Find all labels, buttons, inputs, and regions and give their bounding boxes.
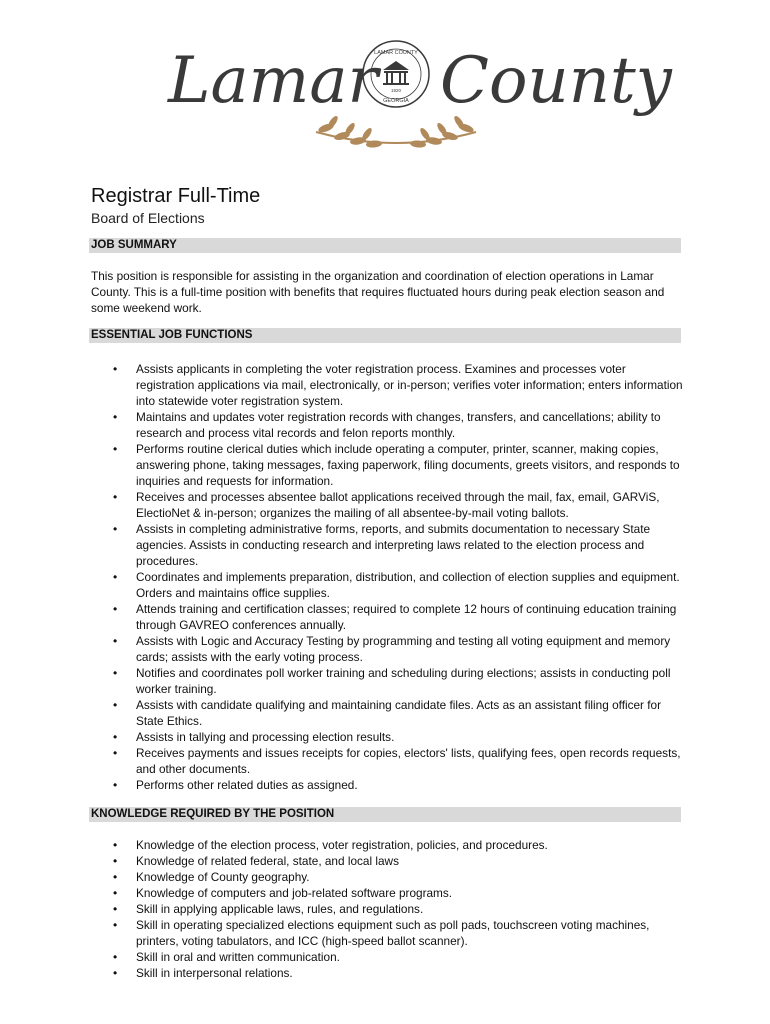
list-item: • Receives payments and issues receipts for copies, electors' lists, qualifying fees, open records requests, and other documents. — [91, 745, 687, 777]
knowledge-list — [91, 837, 687, 981]
job-summary-heading: JOB SUMMARY — [89, 238, 681, 253]
essential-functions-list — [91, 361, 687, 793]
list-item: • Attends training and certification classes; required to complete 12 hours of continuing education training through GAVREO conferences annually. — [91, 601, 687, 633]
logo-word-left: Lamar — [168, 44, 379, 118]
county-logo — [150, 28, 672, 158]
logo-word-right: County — [440, 44, 672, 118]
laurel-wreath-icon — [316, 115, 476, 149]
essential-functions-heading: ESSENTIAL JOB FUNCTIONS — [89, 328, 681, 343]
list-item: • Knowledge of County geography. — [91, 869, 687, 885]
seal-bottom-text: GEORGIA — [383, 98, 409, 104]
list-item: • Knowledge of the election process, voter registration, policies, and procedures. — [91, 837, 687, 853]
list-item: • Coordinates and implements preparation, distribution, and collection of election supplies and equipment. Orders and maintains office supplies. — [91, 569, 687, 601]
list-item: • Maintains and updates voter registration records with changes, transfers, and cancellations; ability to research and process vital records and felon reports monthly. — [91, 409, 687, 441]
list-item: • Assists with Logic and Accuracy Testing by programming and testing all voting equipment and memory cards; assists with the early voting process. — [91, 633, 687, 665]
list-item: • Assists with candidate qualifying and maintaining candidate files. Acts as an assistant filing officer for State Ethics. — [91, 697, 687, 729]
list-item: • Receives and processes absentee ballot applications received through the mail, fax, email, GARViS, ElectioNet & in-person; organizes the mailing of all absentee-by-mail voting ballots. — [91, 489, 687, 521]
list-item: • Skill in interpersonal relations. — [91, 965, 687, 981]
list-item: • Performs other related duties as assigned. — [91, 777, 687, 793]
seal-year: 1920 — [390, 88, 402, 93]
list-item: • Knowledge of computers and job-related software programs. — [91, 885, 687, 901]
list-item: • Assists in completing administrative forms, reports, and submits documentation to necessary State agencies. Assists in conducting research and interpreting laws related to the election process and procedures. — [91, 521, 687, 569]
list-item: • Notifies and coordinates poll worker training and scheduling during elections; assists in conducting poll worker training. — [91, 665, 687, 697]
page-title: Registrar Full-Time — [91, 185, 261, 207]
list-item: • Assists in tallying and processing election results. — [91, 729, 687, 745]
knowledge-heading: KNOWLEDGE REQUIRED BY THE POSITION — [89, 807, 681, 822]
department-subtitle: Board of Elections — [91, 210, 205, 226]
seal-top-text: LAMAR COUNTY — [374, 50, 418, 56]
logo-graphic — [150, 28, 672, 158]
list-item: • Skill in oral and written communication. — [91, 949, 687, 965]
job-summary-text: This position is responsible for assisting in the organization and coordination of election operations in Lamar County. This is a full-time position with benefits that requires fluctuated hours during peak election season and some weekend work. — [91, 269, 665, 315]
list-item: • Skill in operating specialized elections equipment such as poll pads, touchscreen voting machines, printers, voting tabulators, and ICC (high-speed ballot scanner). — [91, 917, 687, 949]
title-block — [91, 183, 260, 227]
list-item: • Skill in applying applicable laws, rules, and regulations. — [91, 901, 687, 917]
list-item: • Knowledge of related federal, state, and local laws — [91, 853, 687, 869]
list-item: • Assists applicants in completing the voter registration process. Examines and processes voter registration applications via mail, electronically, or in-person; verifies voter information; enters information into statewide voter registration system. — [91, 361, 687, 409]
list-item: • Performs routine clerical duties which include operating a computer, printer, scanner, making copies, answering phone, taking messages, faxing paperwork, filing documents, greets visitors, and responds to inquiries and requests for information. — [91, 441, 687, 489]
